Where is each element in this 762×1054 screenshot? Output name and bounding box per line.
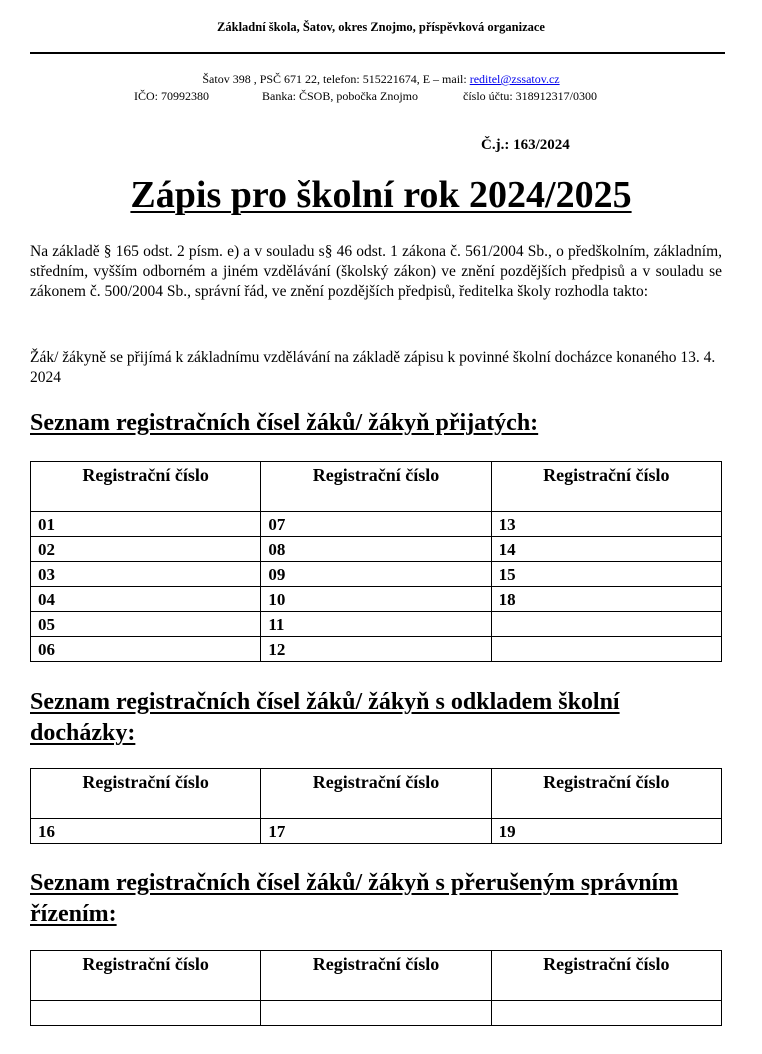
table-cell: 10: [261, 587, 491, 612]
table-header-row: [31, 769, 722, 819]
decision-paragraph: Žák/ žákyně se přijímá k základnímu vzdělávání na základě zápisu k povinné školní docházce konaného 13. 4. 2024: [30, 349, 716, 386]
table-cell: [491, 1001, 721, 1026]
table-cell: 06: [31, 637, 261, 662]
table-cell: 11: [261, 612, 491, 637]
table-cell: [491, 637, 721, 662]
table-cell: 15: [491, 562, 721, 587]
contact-line: [0, 72, 762, 87]
table-cell: 16: [31, 819, 261, 844]
table-cell: [261, 1001, 491, 1026]
page-title-text: Zápis pro školní rok 2024/2025: [130, 174, 632, 216]
table-row: [31, 637, 722, 662]
accepted-table: [30, 461, 722, 662]
table-row: [31, 512, 722, 537]
table-row: [31, 819, 722, 844]
column-header: Registrační číslo: [491, 462, 721, 512]
table-row: [31, 562, 722, 587]
email-link[interactable]: reditel@zssatov.cz: [469, 72, 560, 86]
table-cell: 07: [261, 512, 491, 537]
table-cell: [31, 1001, 261, 1026]
table-cell: 09: [261, 562, 491, 587]
table-header-row: [31, 951, 722, 1001]
column-header: Registrační číslo: [491, 951, 721, 1001]
table-header-row: [31, 462, 722, 512]
page-title: [0, 172, 762, 218]
table-cell: 04: [31, 587, 261, 612]
interrupted-table: [30, 950, 722, 1026]
table-cell: 18: [491, 587, 721, 612]
column-header: Registrační číslo: [31, 462, 261, 512]
column-header: Registrační číslo: [261, 951, 491, 1001]
interrupted-heading-text: Seznam registračních čísel žáků/ žákyň s přerušeným správním řízením:: [30, 870, 679, 927]
legal-paragraph: Na základě § 165 odst. 2 písm. e) a v souladu s§ 46 odst. 1 zákona č. 561/2004 Sb., o předškolním, základním, středním, vyšším odborném a jiném vzdělávání (školský zákon) ve znění pozdějších předpisů a v souladu se zákonem č. 500/2004 Sb., správní řád, ve znění pozdějších předpisů, ředitelka školy rozhodla takto:: [30, 243, 722, 300]
table-cell: 12: [261, 637, 491, 662]
table-cell: 03: [31, 562, 261, 587]
table-row: [31, 612, 722, 637]
table-cell: 01: [31, 512, 261, 537]
deferred-heading-text: Seznam registračních čísel žáků/ žákyň s odkladem školní docházky:: [30, 689, 620, 746]
table-row: [31, 587, 722, 612]
table-cell: 13: [491, 512, 721, 537]
column-header: Registrační číslo: [491, 769, 721, 819]
column-header: Registrační číslo: [261, 462, 491, 512]
table-row: [31, 537, 722, 562]
accepted-heading-text: Seznam registračních čísel žáků/ žákyň přijatých:: [30, 410, 539, 436]
bank-text: Banka: ČSOB, pobočka Znojmo: [262, 89, 418, 103]
table-cell: 19: [491, 819, 721, 844]
school-name: Základní škola, Šatov, okres Znojmo, příspěvková organizace: [217, 20, 545, 34]
reference-number: Č.j.: 163/2024: [481, 137, 570, 153]
account-text: číslo účtu: 318912317/0300: [463, 89, 597, 103]
deferred-heading: [30, 687, 730, 749]
column-header: Registrační číslo: [261, 769, 491, 819]
interrupted-heading: [30, 868, 730, 930]
column-header: Registrační číslo: [31, 951, 261, 1001]
table-cell: [491, 612, 721, 637]
accepted-heading: [30, 408, 730, 439]
table-cell: 05: [31, 612, 261, 637]
deferred-table: [30, 768, 722, 844]
contact-text: Šatov 398 , PSČ 671 22, telefon: 515221674, E – mail:: [202, 72, 470, 86]
table-cell: 02: [31, 537, 261, 562]
ico-text: IČO: 70992380: [134, 89, 209, 103]
table-cell: 17: [261, 819, 491, 844]
table-cell: 14: [491, 537, 721, 562]
table-cell: 08: [261, 537, 491, 562]
header-divider: [30, 52, 725, 54]
column-header: Registrační číslo: [31, 769, 261, 819]
table-row: [31, 1001, 722, 1026]
